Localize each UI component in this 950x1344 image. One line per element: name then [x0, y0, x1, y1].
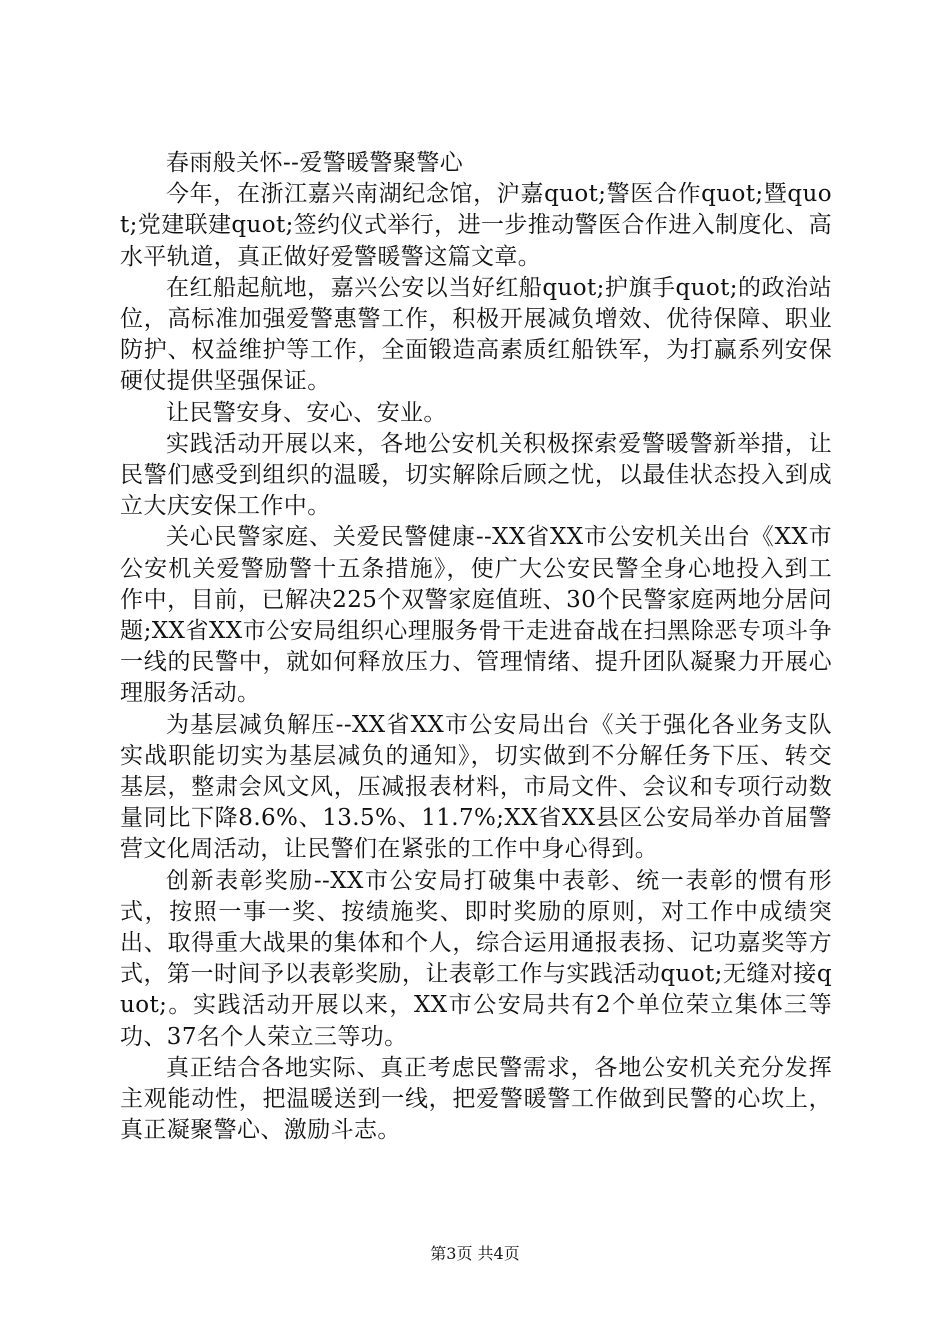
- paragraph: 让民警安身、安心、安业。: [166, 399, 447, 426]
- paragraph: 实践活动开展以来，各地公安机关积极探索爱警暖警新举措，让民警们感受到组织的温暖，切实解除后顾之忧，以最佳状态投入到成立大庆安保工作中。: [120, 430, 832, 520]
- document-body: [120, 148, 832, 1147]
- paragraph: 真正结合各地实际、真正考虑民警需求，各地公安机关充分发挥主观能动性，把温暖送到一线，把爱警暖警工作做到民警的心坎上，真正凝聚警心、激励斗志。: [120, 1054, 832, 1144]
- paragraph: 关心民警家庭、关爱民警健康--XX省XX市公安机关出台《XX市公安机关爱警励警十五条措施》，使广大公安民警全身心地投入到工作中，目前，已解决225个双警家庭值班、30个民警家庭两地分居问题;XX省XX市公安局组织心理服务骨干走进奋战在扫黑除恶专项斗争一线的民警中，就如何释放压力、管理情绪、提升团队凝聚力开展心理服务活动。: [120, 524, 832, 707]
- paragraph: 创新表彰奖励--XX市公安局打破集中表彰、统一表彰的惯有形式，按照一事一奖、按绩施奖、即时奖励的原则，对工作中成绩突出、取得重大战果的集体和个人，综合运用通报表扬、记功嘉奖等方式，第一时间予以表彰奖励，让表彰工作与实践活动quot;无缝对接quot;。实践活动开展以来，XX市公安局共有2个单位荣立集体三等功、37名个人荣立三等功。: [120, 867, 832, 1050]
- page-number-footer: 第3页 共4页: [430, 1244, 520, 1263]
- paragraph: 在红船起航地，嘉兴公安以当好红船quot;护旗手quot;的政治站位，高标准加强爱警惠警工作，积极开展减负增效、优待保障、职业防护、权益维护等工作，全面锻造高素质红船铁军，为打赢系列安保硬仗提供坚强保证。: [120, 274, 832, 395]
- paragraph: 为基层减负解压--XX省XX市公安局出台《关于强化各业务支队实战职能切实为基层减负的通知》，切实做到不分解任务下压、转交基层，整肃会风文风，压减报表材料，市局文件、会议和专项行动数量同比下降8.6%、13.5%、11.7%;XX省XX县区公安局举办首届警营文化周活动，让民警们在紧张的工作中身心得到。: [120, 711, 832, 863]
- article-title: 春雨般关怀--爱警暖警聚警心: [166, 150, 464, 176]
- paragraph: 今年，在浙江嘉兴南湖纪念馆，沪嘉quot;警医合作quot;暨quot;党建联建quot;签约仪式举行，进一步推动警医合作进入制度化、高水平轨道，真正做好爱警暖警这篇文章。: [120, 181, 832, 270]
